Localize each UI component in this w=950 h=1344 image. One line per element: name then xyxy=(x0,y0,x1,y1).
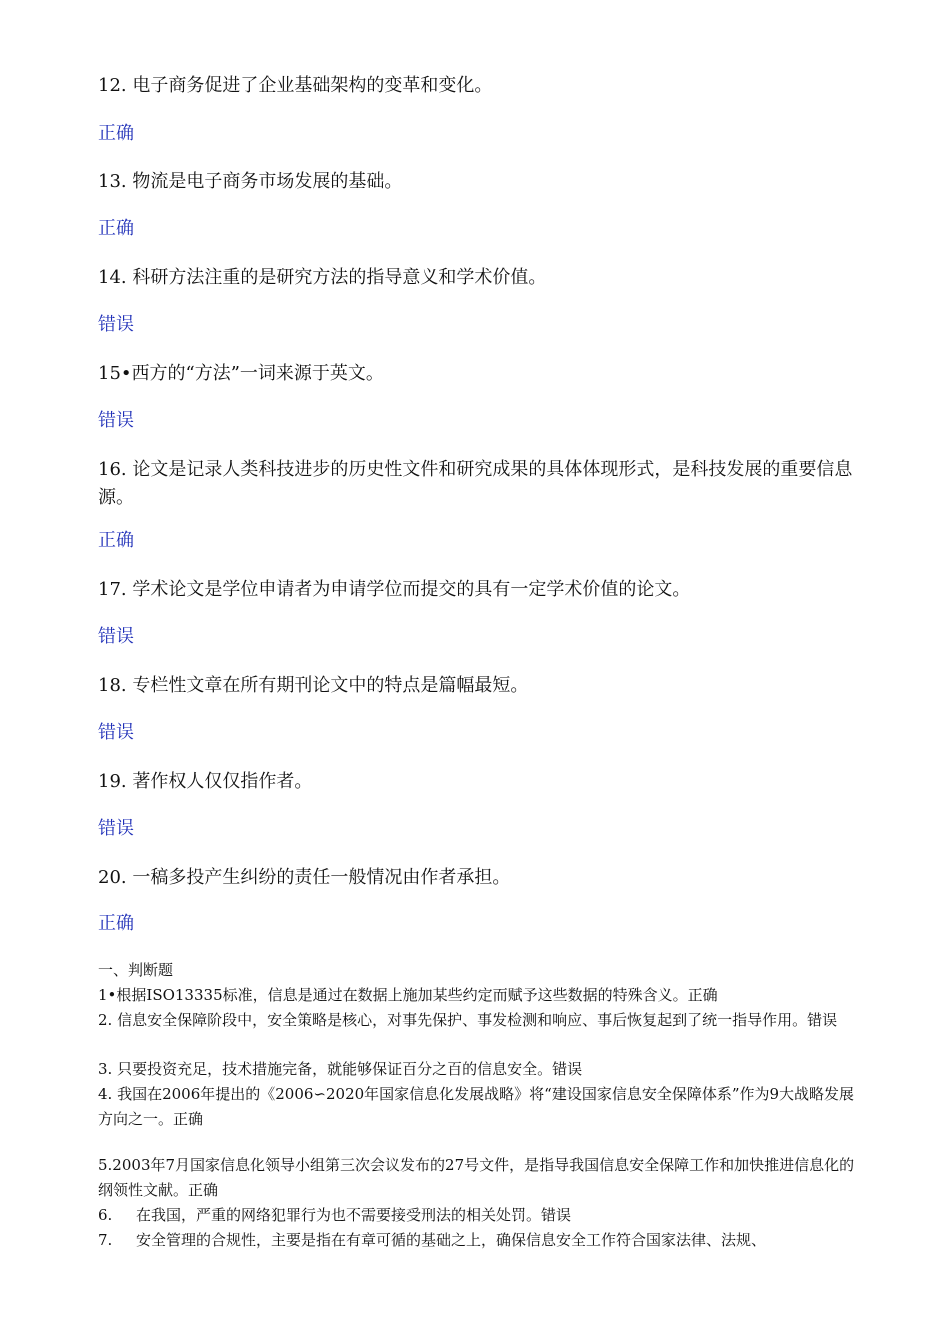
question-12: 12. 电子商务促进了企业基础架构的变革和变化。 xyxy=(98,75,493,96)
answer-16: 正确 xyxy=(98,530,134,551)
section-item-7-number: 7. xyxy=(98,1231,113,1249)
question-20: 20. 一稿多投产生纠纷的责任一般情况由作者承担。 xyxy=(98,867,511,888)
question-13: 13. 物流是电子商务市场发展的基础。 xyxy=(98,171,403,192)
answer-20: 正确 xyxy=(98,913,134,934)
section-item-2: 2. 信息安全保障阶段中，安全策略是核心，对事先保护、事发检测和响应、事后恢复起到了统一指导作用。错误 xyxy=(98,1011,838,1029)
question-19: 19. 著作权人仅仅指作者。 xyxy=(98,771,313,792)
answer-17: 错误 xyxy=(98,626,134,647)
section-item-1: 1•根据ISO13335标准，信息是通过在数据上施加某些约定而赋予这些数据的特殊含义。正确 xyxy=(98,986,718,1004)
question-14: 14. 科研方法注重的是研究方法的指导意义和学术价值。 xyxy=(98,267,547,288)
section-item-7-text: 安全管理的合规性，主要是指在有章可循的基础之上，确保信息安全工作符合国家法律、法规、 xyxy=(136,1231,767,1249)
section-item-4: 4. 我国在2006年提出的《2006∽2020年国家信息化发展战略》将“建设国家信息安全保障体系”作为9大战略发展方向之一。正确 xyxy=(98,1085,855,1128)
section-item-6 xyxy=(98,1203,858,1228)
question-15: 15•西方的“方法”一词来源于英文。 xyxy=(98,363,384,384)
section-item-7 xyxy=(98,1228,858,1253)
answer-12: 正确 xyxy=(98,123,134,144)
question-18: 18. 专栏性文章在所有期刊论文中的特点是篇幅最短。 xyxy=(98,675,529,696)
answer-15: 错误 xyxy=(98,410,134,431)
section-item-5: 5.2003年7月国家信息化领导小组第三次会议发布的27号文件，是指导我国信息安全保障工作和加快推进信息化的纲领性文献。正确 xyxy=(98,1156,855,1199)
section-heading: 一、判断题 xyxy=(98,961,174,979)
question-17: 17. 学术论文是学位申请者为申请学位而提交的具有一定学术价值的论文。 xyxy=(98,579,691,600)
question-16: 16. 论文是记录人类科技进步的历史性文件和研究成果的具体体现形式，是科技发展的重要信息源。 xyxy=(98,459,853,508)
section-item-3: 3. 只要投资充足，技术措施完备，就能够保证百分之百的信息安全。错误 xyxy=(98,1060,583,1078)
answer-14: 错误 xyxy=(98,314,134,335)
answer-18: 错误 xyxy=(98,722,134,743)
answer-13: 正确 xyxy=(98,218,134,239)
section-item-6-number: 6. xyxy=(98,1206,113,1224)
section-item-6-text: 在我国，严重的网络犯罪行为也不需要接受刑法的相关处罚。错误 xyxy=(136,1206,572,1224)
answer-19: 错误 xyxy=(98,818,134,839)
